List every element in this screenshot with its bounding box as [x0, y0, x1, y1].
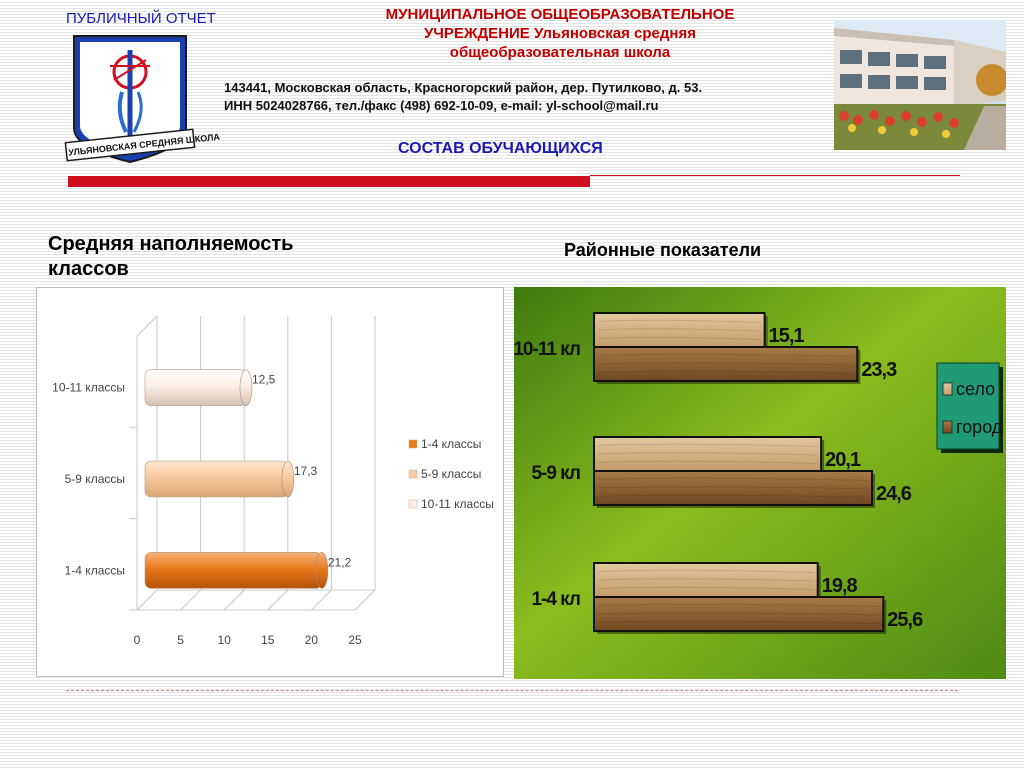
org-line-3: общеобразовательная школа — [449, 44, 671, 61]
gridline-floor — [311, 590, 331, 610]
legend-label: 5-9 классы — [421, 467, 482, 481]
value-label: 21,2 — [327, 555, 352, 570]
category-label: 5-9 кл — [531, 463, 580, 484]
bar-cap — [240, 370, 252, 406]
gridline-floor — [137, 590, 157, 610]
gridline-floor — [355, 590, 375, 610]
district-indicators-chart — [514, 287, 1006, 679]
axis-top-edge — [137, 316, 157, 336]
gridline-floor — [181, 590, 201, 610]
organization-header — [300, 5, 820, 62]
value-label: 19,8 — [821, 575, 857, 597]
x-tick-label: 5 — [177, 633, 184, 647]
value-label: 24,6 — [875, 483, 911, 505]
logo-text: УЛЬЯНОВСКАЯ СРЕДНЯЯ ШКОЛА — [67, 131, 221, 158]
school-building-photo — [834, 20, 1006, 150]
legend-swatch — [943, 383, 952, 395]
value-label: 23,3 — [861, 359, 897, 381]
category-label: 1-4 кл — [531, 589, 580, 610]
class-fill-chart — [36, 287, 504, 677]
x-tick-label: 10 — [217, 633, 231, 647]
category-label: 1-4 классы — [64, 563, 125, 578]
gridline-floor — [224, 590, 244, 610]
legend-swatch — [409, 500, 417, 508]
address-line-1: 143441, Московская область, Красногорский район, дер. Путилково, д. 53. — [224, 80, 703, 95]
header-divider-thick — [68, 176, 590, 187]
bar-5-9-классы — [145, 461, 288, 497]
address-block — [224, 79, 702, 115]
bar-10-11-классы — [145, 370, 246, 406]
org-line-2: УЧРЕЖДЕНИЕ Ульяновская средняя — [424, 25, 696, 42]
legend-label: город — [956, 417, 1003, 437]
x-tick-label: 25 — [348, 633, 362, 647]
bar-cap — [316, 552, 328, 588]
bar-1-4-классы — [145, 552, 322, 588]
footer-divider — [66, 690, 958, 691]
legend-label: село — [956, 379, 996, 399]
category-label: 10-11 кл — [514, 339, 580, 360]
public-report-label: ПУБЛИЧНЫЙ ОТЧЕТ — [66, 10, 216, 27]
section-title: СОСТАВ ОБУЧАЮЩИХСЯ — [398, 140, 603, 157]
category-label: 10-11 классы — [52, 380, 125, 395]
category-label: 5-9 классы — [64, 472, 125, 486]
org-line-1: МУНИЦИПАЛЬНОЕ ОБЩЕОБРАЗОВАТЕЛЬНОЕ — [385, 6, 735, 23]
value-label: 15,1 — [768, 325, 804, 347]
legend-label: 10-11 классы — [421, 497, 494, 511]
legend-label: 1-4 классы — [421, 437, 482, 451]
legend-swatch — [409, 470, 417, 478]
legend-swatch — [409, 440, 417, 448]
left-chart-title: Средняя наполняемость классов — [48, 233, 294, 280]
gridline-floor — [268, 590, 288, 610]
legend-swatch — [943, 421, 952, 433]
x-tick-label: 20 — [304, 633, 319, 647]
header-divider-thin — [590, 175, 960, 176]
school-logo — [60, 32, 221, 168]
value-label: 17,3 — [293, 464, 318, 478]
value-label: 12,5 — [252, 372, 276, 387]
bar-cap — [282, 461, 294, 497]
right-chart-title: Районные показатели — [564, 240, 762, 260]
x-tick-label: 15 — [261, 633, 275, 647]
address-line-2: ИНН 5024028766, тел./факс (498) 692-10-09, e-mail: yl-school@mail.ru — [224, 98, 659, 113]
x-tick-label: 0 — [133, 633, 141, 647]
value-label: 25,6 — [887, 609, 923, 631]
value-label: 20,1 — [825, 449, 861, 471]
